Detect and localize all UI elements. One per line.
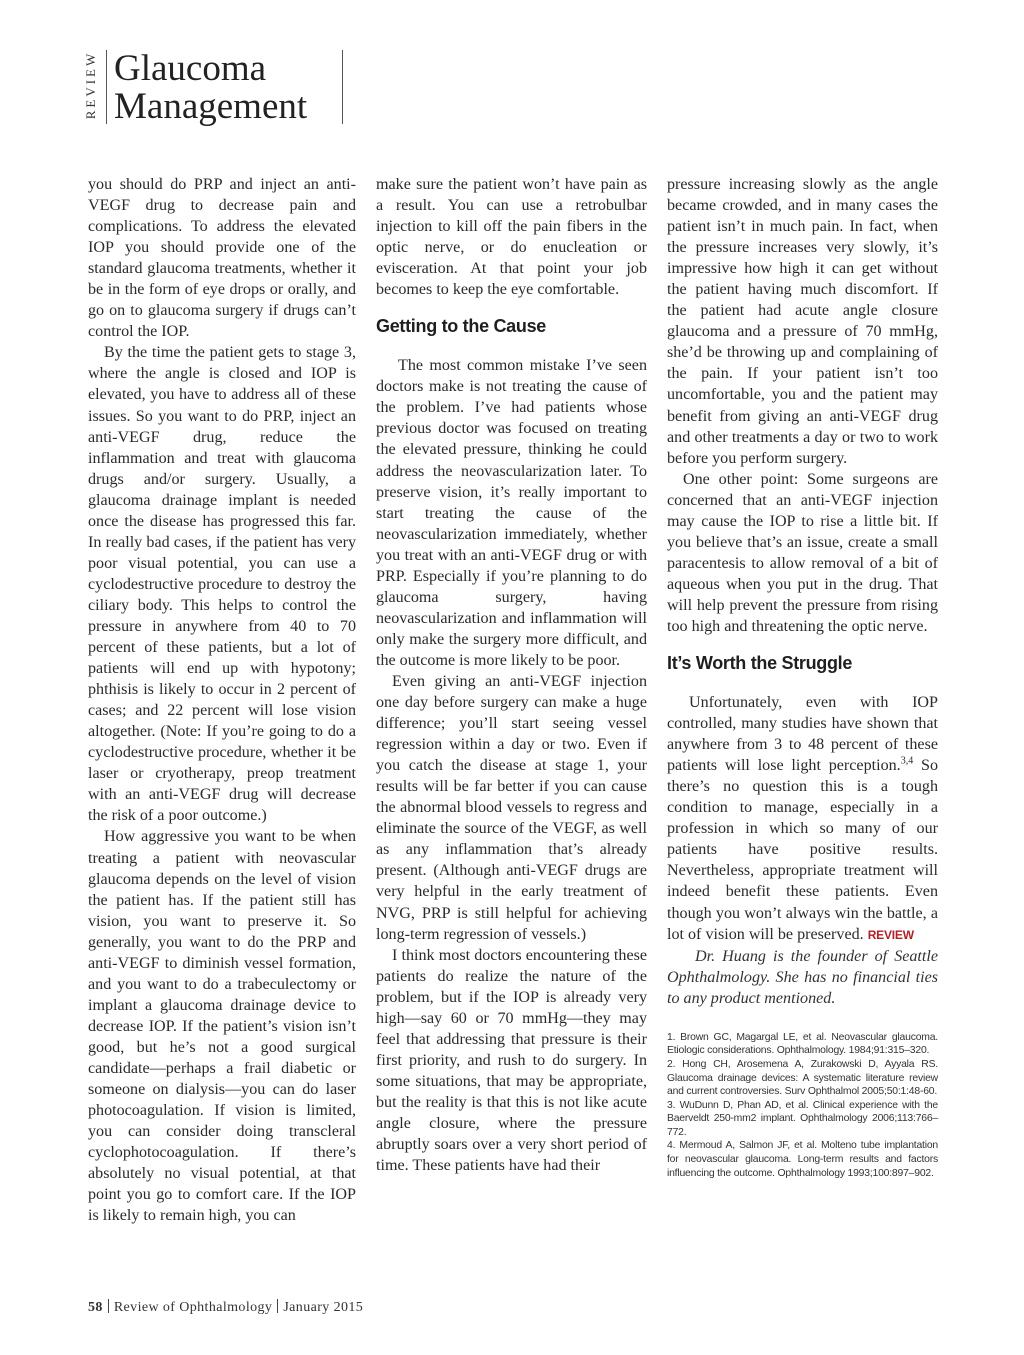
- end-mark: REVIEW: [867, 927, 914, 942]
- title-line-1: Glaucoma: [114, 48, 267, 89]
- paragraph: pressure increasing slowly as the angle became crowded, and in many cases the patient isn’t in much pain. In fact, when the pressure increases very slowly, it’s impressive how high it can get without the patient having much discomfort. If the patient had acute angle closure glaucoma and a pressure of 70 mmHg, she’d be throwing up and complaining of the pain. If your patient isn’t too uncomfortable, you and the patient may benefit from giving an anti-VEGF drug and other treatments a day or two to work before you perform surgery.: [667, 176, 938, 467]
- header-divider-right: [342, 50, 343, 124]
- page-footer: [88, 1299, 363, 1316]
- issue-date: January 2015: [283, 1300, 364, 1315]
- paragraph: I think most doctors encountering these patients do realize the nature of the problem, but if the IOP is already very high—say 60 or 70 mmHg—they may feel that addressing that pressure is their first priority, and rush to do surgery. In some situations, that may be appropriate, but the reality is that this is not like acute angle closure, where the pressure abruptly soars over a very short period of time. These patients have had their: [376, 946, 647, 1175]
- paragraph: make sure the patient won’t have pain as a result. You can use a retrobulbar injection to kill off the pain fibers in the optic nerve, or do enucleation or evisceration. At that point your job becomes to keep the eye comfortable.: [376, 176, 647, 299]
- article-column-3: [667, 174, 938, 1180]
- section-heading: Getting to the Cause: [376, 316, 547, 337]
- paragraph: you should do PRP and inject an anti-VEGF drug to decrease pain and complications. To address the elevated IOP you should provide one of the standard glaucoma treatments, whether it be in the form of eye drops or orally, and go on to glaucoma surgery if drugs can’t control the IOP.: [88, 176, 356, 341]
- section-heading: It’s Worth the Struggle: [667, 653, 853, 674]
- page-title: [114, 50, 307, 126]
- title-line-2: Management: [114, 86, 308, 127]
- header-divider-left: [106, 50, 107, 124]
- author-bio: Dr. Huang is the founder of Seattle Ophthalmology. She has no financial ties to any product mentioned.: [667, 947, 938, 1007]
- reference-item: 4. Mermoud A, Salmon JF, et al. Molteno tube implantation for neovascular glaucoma. Long-term results and factors influencing the outcome. Ophthalmology 1993;100:897–902.: [667, 1140, 938, 1179]
- paragraph: Even giving an anti-VEGF injection one day before surgery can make a huge difference; you’ll start seeing vessel regression within a day or two. Even if you catch the disease at stage 1, your results will be far better if you can cause the abnormal blood vessels to regress and eliminate the source of the VEGF, as well as any inflammation that’s already present. (Although anti-VEGF drugs are very helpful in the early treatment of NVG, PRP is still helpful for achieving long-term regression of vessels.): [376, 672, 647, 943]
- paragraph: Unfortunately, even with IOP controlled, many studies have shown that anywhere from 3 to 48 percent of these patients will lose light perception.$^{3,4}$ So there’s no question this is a tough condition to manage, especially in a profession in which so many of our patients have positive results. Nevertheless, appropriate treatment will indeed benefit these patients. Even though you won’t always win the battle, a lot of vision will be preserved. REVIEW: [667, 694, 938, 943]
- reference-item: 1. Brown GC, Magargal LE, et al. Neovascular glaucoma. Etiologic considerations. Ophthalmology. 1984;91:315–320.: [667, 1031, 938, 1057]
- paragraph: The most common mistake I’ve seen doctors make is not treating the cause of the problem. I’ve had patients whose previous doctor was focused on treating the elevated pressure, thinking he could address the neovascularization later. To preserve vision, it’s really important to start treating the cause of the neovascularization immediately, whether you treat with an anti-VEGF drug or with PRP. Especially if you’re planning to do glaucoma surgery, having neovascularization and inflammation will only make the surgery more difficult, and the outcome is more likely to be poor.: [376, 357, 647, 669]
- article-column-2: [376, 174, 647, 1176]
- paragraph: By the time the patient gets to stage 3, where the angle is closed and IOP is elevated, you have to address all of these issues. So you want to do PRP, inject an anti-VEGF drug, reduce the inflammation and treat with glaucoma drugs and/or surgery. Usually, a glaucoma drainage implant is needed once the disease has progressed this far. In really bad cases, if the patient has very poor visual potential, you can use a cyclodestructive procedure to destroy the ciliary body. This helps to control the pressure in anywhere from 40 to 70 percent of these patients, but a lot of patients will end up with hypotony; phthisis is likely to occur in 2 percent of cases; and 22 percent will lose vision altogether. (Note: If you’re going to do a cyclodestructive procedure, whether it be laser or cryotherapy, preop treatment with an anti-VEGF drug will decrease the risk of a poor outcome.): [88, 344, 356, 825]
- footer-divider: [108, 1299, 109, 1313]
- citation-superscript: 3,4: [900, 755, 914, 767]
- references: [667, 1031, 938, 1181]
- article-column-1: [88, 174, 356, 1226]
- section-label: REVIEW: [83, 50, 98, 120]
- paragraph: How aggressive you want to be when treating a patient with neovascular glaucoma depends on the level of vision the patient has. If the patient still has vision, you want to preserve it. So generally, you want to do the PRP and anti-VEGF to diminish vessel formation, and you want to do a trabeculectomy or implant a glaucoma drainage device to decrease IOP. If the patient’s vision isn’t good, but he’s not a good surgical candidate—perhaps a frail diabetic or someone on dialysis—you can do laser photocoagulation. If vision is limited, you can consider doing transcleral cyclophotocoagulation. If there’s absolutely no visual potential, at that point you go to comfort care. If the IOP is likely to remain high, you can: [88, 828, 356, 1225]
- footer-divider: [277, 1299, 278, 1313]
- page-number: 58: [88, 1300, 103, 1315]
- reference-item: 2. Hong CH, Arosemena A, Zurakowski D, Ayyala RS. Glaucoma drainage devices: A systematic literature review and current controversies. Surv Ophthalmol 2005;50:1:48-60.: [667, 1058, 938, 1098]
- reference-item: 3. WuDunn D, Phan AD, et al. Clinical experience with the Baerveldt 250-mm2 implant. Ophthalmology 2006;113:766–772.: [667, 1099, 938, 1138]
- publication-name: Review of Ophthalmology: [113, 1300, 273, 1315]
- paragraph: One other point: Some surgeons are concerned that an anti-VEGF injection may cause the IOP to rise a little bit. If you believe that’s an issue, create a small paracentesis to allow removal of a bit of aqueous when you put in the drug. That will help prevent the pressure from rising too high and threatening the optic nerve.: [667, 470, 938, 635]
